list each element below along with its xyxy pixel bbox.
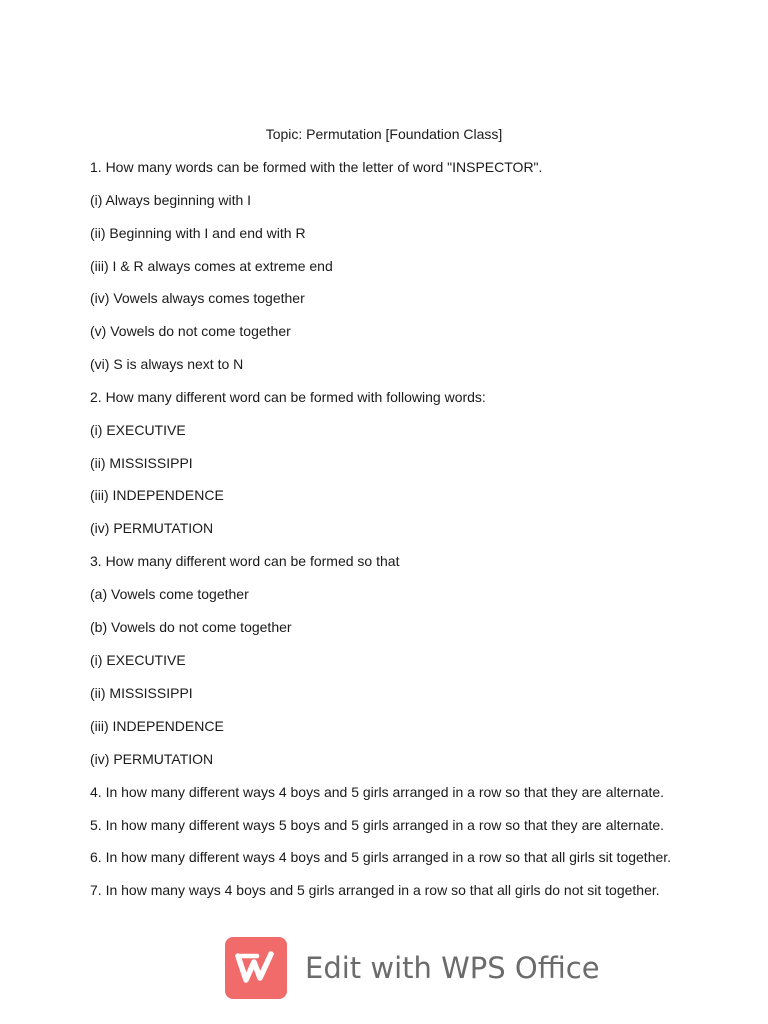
- question-3-part-a: (a) Vowels come together: [90, 586, 249, 602]
- question-1-part-v: (v) Vowels do not come together: [90, 323, 291, 339]
- question-6: 6. In how many different ways 4 boys and 5 girls arranged in a row so that all girls sit together.: [90, 849, 672, 865]
- question-3-part-b: (b) Vowels do not come together: [90, 619, 292, 635]
- wps-watermark[interactable]: [225, 936, 600, 1000]
- question-3-part-iv: (iv) PERMUTATION: [90, 751, 214, 767]
- question-3-part-i: (i) EXECUTIVE: [90, 652, 186, 668]
- question-2: 2. How many different word can be formed with following words:: [90, 389, 486, 405]
- question-2-part-iv: (iv) PERMUTATION: [90, 520, 214, 536]
- question-7: 7. In how many ways 4 boys and 5 girls arranged in a row so that all girls do not sit together.: [90, 882, 660, 898]
- question-5: 5. In how many different ways 5 boys and 5 girls arranged in a row so that they are alternate.: [90, 817, 665, 833]
- question-3-part-ii: (ii) MISSISSIPPI: [90, 685, 193, 701]
- question-1: 1. How many words can be formed with the letter of word "INSPECTOR".: [90, 159, 543, 175]
- question-1-part-i: (i) Always beginning with I: [90, 192, 252, 208]
- question-2-part-ii: (ii) MISSISSIPPI: [90, 455, 193, 471]
- question-1-part-iii: (iii) I & R always comes at extreme end: [90, 258, 333, 274]
- question-2-part-i: (i) EXECUTIVE: [90, 422, 186, 438]
- question-1-part-iv: (iv) Vowels always comes together: [90, 290, 305, 306]
- question-1-part-vi: (vi) S is always next to N: [90, 356, 244, 372]
- wps-logo-icon: [225, 937, 287, 999]
- question-1-part-ii: (ii) Beginning with I and end with R: [90, 225, 306, 241]
- page-title: Topic: Permutation [Foundation Class]: [265, 126, 503, 142]
- question-2-part-iii: (iii) INDEPENDENCE: [90, 487, 224, 503]
- question-4: 4. In how many different ways 4 boys and 5 girls arranged in a row so that they are alternate.: [90, 784, 665, 800]
- wps-watermark-text: Edit with WPS Office: [305, 951, 600, 985]
- question-3: 3. How many different word can be formed so that: [90, 553, 400, 569]
- question-3-part-iii: (iii) INDEPENDENCE: [90, 718, 224, 734]
